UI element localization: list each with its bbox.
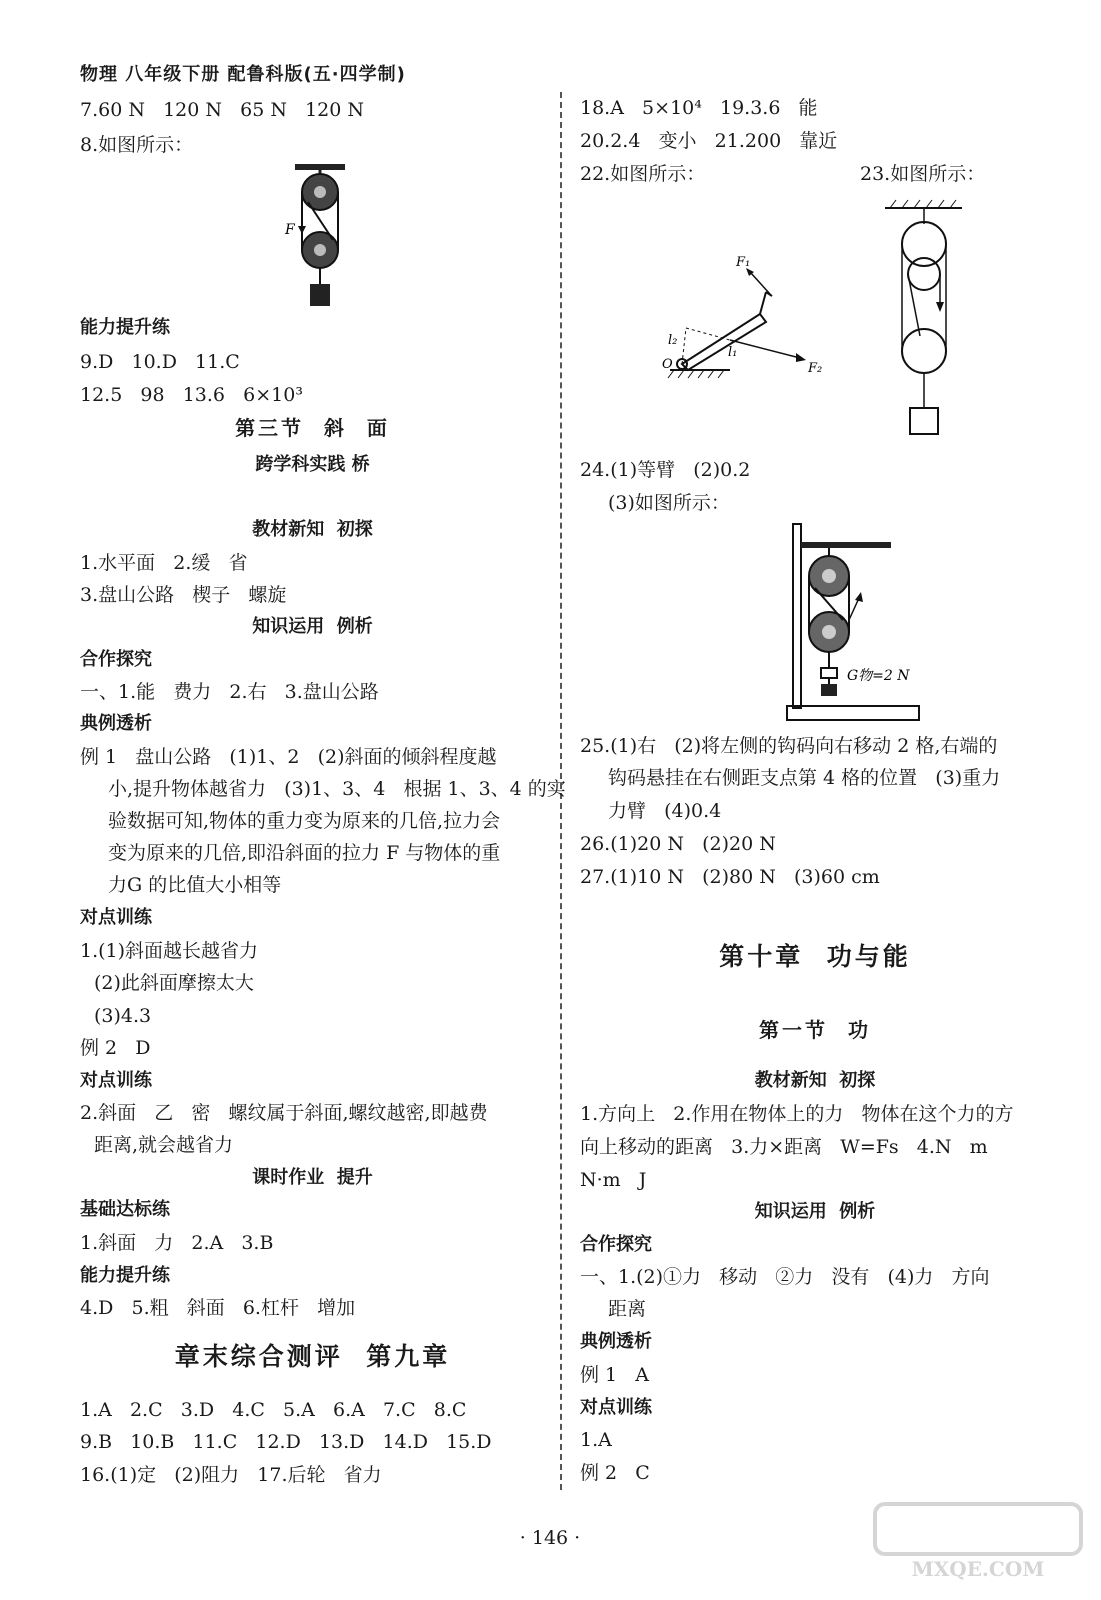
pulley-figure-23 xyxy=(880,196,970,444)
answer-t2: 距离 xyxy=(608,1298,647,1320)
heading-cooperate-2: 合作探究 xyxy=(580,1234,652,1255)
page-header: 物理 八年级下册 配鲁科版(五·四学制) xyxy=(80,64,406,85)
answer-s3: N·m J xyxy=(580,1169,647,1191)
answer-f1: 1.斜面 力 2.A 3.B xyxy=(80,1232,274,1254)
section-ability-1: 能力提升练 xyxy=(80,317,170,338)
answer-g9: 9.B 10.B 11.C 12.D 13.D 14.D 15.D xyxy=(80,1431,492,1453)
answer-24-3: (3)如图所示： xyxy=(608,492,730,514)
subsection-homework: 课时作业 提升 xyxy=(252,1167,373,1188)
answer-9: 9.D 10.D 11.C xyxy=(80,351,240,373)
answer-f4: 4.D 5.粗 斜面 6.杠杆 增加 xyxy=(80,1297,356,1319)
chapter-10-title: 第十章 功与能 xyxy=(719,942,911,971)
answer-c1: 一、1.能 费力 2.右 3.盘山公路 xyxy=(80,681,379,703)
heading-example-2: 典例透析 xyxy=(580,1331,652,1352)
pulley-figure-8 xyxy=(275,162,365,310)
answer-g1: 1.A 2.C 3.D 4.C 5.A 6.A 7.C 8.C xyxy=(80,1399,467,1421)
answer-g16: 16.(1)定 (2)阻力 17.后轮 省力 xyxy=(80,1464,382,1486)
answer-t1: 一、1.(2)①力 移动 ②力 没有 (4)力 方向 xyxy=(580,1266,990,1288)
answer-12: 12.5 98 13.6 6×10³ xyxy=(80,384,303,406)
example-1-line-5: 力G 的比值大小相等 xyxy=(108,874,282,896)
heading-cooperate: 合作探究 xyxy=(80,649,152,670)
answer-20: 20.2.4 变小 21.200 靠近 xyxy=(580,130,838,152)
chapter-9-review-title: 章末综合测评 第九章 xyxy=(174,1342,451,1371)
fig22-label-f1: F₁ xyxy=(736,255,751,270)
answer-e2: 距离,就会越省力 xyxy=(94,1134,234,1156)
answer-s1: 1.方向上 2.作用在物体上的力 物体在这个力的方 xyxy=(580,1103,1014,1125)
example-1-line-1: 例 1 盘山公路 (1)1、2 (2)斜面的倾斜程度越 xyxy=(80,746,497,768)
answer-23: 23.如图所示： xyxy=(860,163,986,185)
figure-8-label-f: F xyxy=(285,222,295,238)
answer-b3: 3.盘山公路 楔子 螺旋 xyxy=(80,584,287,606)
example-1-line-4: 变为原来的几倍,即沿斜面的拉力 F 与物体的重 xyxy=(108,842,501,864)
example-2: 例 2 D xyxy=(80,1037,151,1059)
heading-practice-2: 对点训练 xyxy=(80,1070,152,1091)
section-3-subtitle: 跨学科实践 桥 xyxy=(255,454,370,475)
answer-18: 18.A 5×10⁴ 19.3.6 能 xyxy=(580,97,818,119)
answer-e1: 2.斜面 乙 密 螺纹属于斜面,螺纹越密,即越费 xyxy=(80,1102,488,1124)
section-1-title: 第一节 功 xyxy=(759,1018,871,1042)
answer-u1: 1.A xyxy=(580,1429,612,1451)
subsection-apply: 知识运用 例析 xyxy=(252,616,373,637)
answer-27: 27.(1)10 N (2)80 N (3)60 cm xyxy=(580,866,880,888)
fig22-label-f2: F₂ xyxy=(808,361,823,376)
fig22-label-o: O xyxy=(662,357,673,372)
heading-example: 典例透析 xyxy=(80,713,152,734)
fig22-label-l1: l₁ xyxy=(728,345,738,360)
section-ability-2: 能力提升练 xyxy=(80,1265,170,1286)
pulley-stand-figure-24 xyxy=(785,520,945,725)
answer-d1: 1.(1)斜面越长越省力 xyxy=(80,940,259,962)
section-3-title: 第三节 斜 面 xyxy=(235,416,390,440)
answer-7: 7.60 N 120 N 65 N 120 N xyxy=(80,99,365,121)
heading-practice-3: 对点训练 xyxy=(580,1397,652,1418)
heading-basic: 基础达标练 xyxy=(80,1199,170,1220)
answer-d2: (2)此斜面摩擦太大 xyxy=(94,972,254,994)
answer-d3: (3)4.3 xyxy=(94,1005,152,1027)
fig24-label-g: G物=2 N xyxy=(847,668,910,684)
answer-25-line-2: 钩码悬挂在右侧距支点第 4 格的位置 (3)重力 xyxy=(608,767,1001,789)
example-1-line-2: 小,提升物体越省力 (3)1、3、4 根据 1、3、4 的实 xyxy=(108,778,566,800)
answer-8: 8.如图所示： xyxy=(80,134,194,156)
example-1-line-3: 验数据可知,物体的重力变为原来的几倍,拉力会 xyxy=(108,810,501,832)
example-1-right: 例 1 A xyxy=(580,1364,649,1386)
subsection-textbook-2: 教材新知 初探 xyxy=(754,1070,876,1091)
watermark-logo xyxy=(873,1502,1083,1582)
answer-24: 24.(1)等臂 (2)0.2 xyxy=(580,459,751,481)
answer-s2: 向上移动的距离 3.力×距离 W=Fs 4.N m xyxy=(580,1136,988,1158)
answer-22: 22.如图所示： xyxy=(580,163,706,185)
lever-figure-22 xyxy=(650,252,850,382)
answer-25-line-3: 力臂 (4)0.4 xyxy=(608,800,722,822)
watermark-text: MXQE.COM xyxy=(911,1557,1045,1581)
answer-b1: 1.水平面 2.缓 省 xyxy=(80,552,248,574)
example-2-right: 例 2 C xyxy=(580,1462,650,1484)
answer-26: 26.(1)20 N (2)20 N xyxy=(580,833,776,855)
fig22-label-l2: l₂ xyxy=(668,333,678,348)
answer-25-line-1: 25.(1)右 (2)将左侧的钩码向右移动 2 格,右端的 xyxy=(580,735,998,757)
page-number: · 146 · xyxy=(519,1527,581,1549)
subsection-apply-2: 知识运用 例析 xyxy=(754,1201,876,1222)
subsection-textbook: 教材新知 初探 xyxy=(252,519,373,540)
heading-practice-1: 对点训练 xyxy=(80,907,152,928)
